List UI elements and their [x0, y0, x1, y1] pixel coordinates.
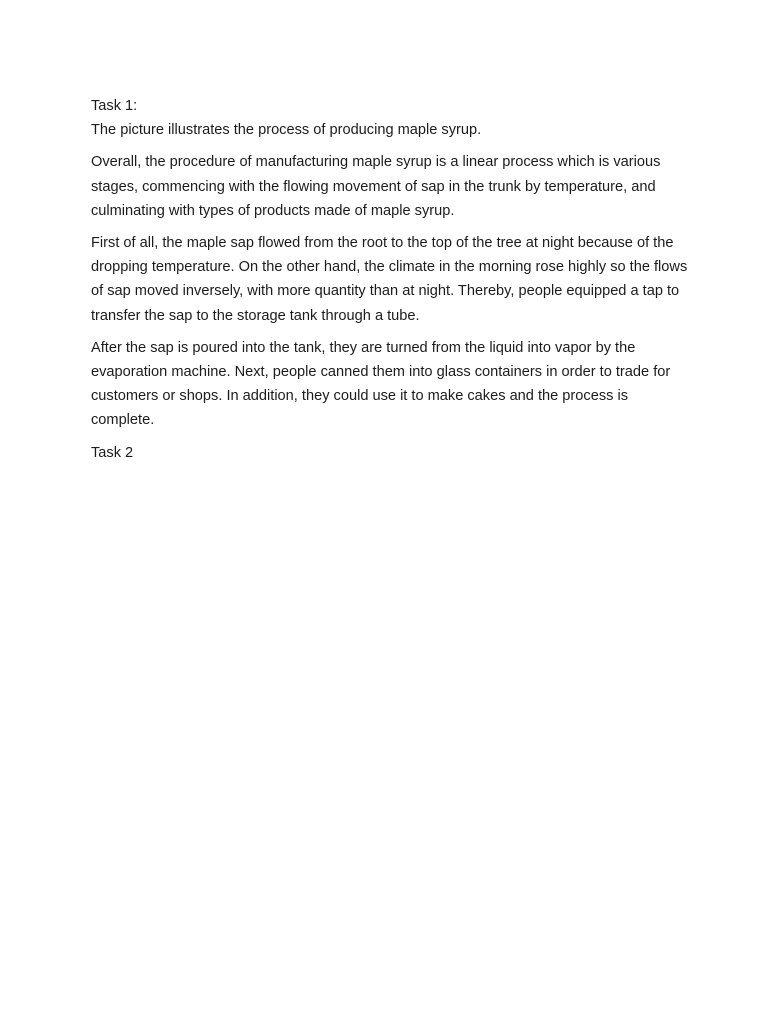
intro-sentence: The picture illustrates the process of producing maple syrup.: [91, 122, 482, 139]
task2-heading: Task 2: [91, 444, 134, 461]
later-stage-paragraph: After the sap is poured into the tank, they are turned from the liquid into vapor by the evaporation machine. Next, people canned them into glass containers in order to trade for customers or shops. In addition, they could use it to make cakes and the process is complete.: [91, 339, 671, 429]
task1-heading: Task 1:: [91, 98, 138, 114]
overview-paragraph: Overall, the procedure of manufacturing maple syrup is a linear process which is various stages, commencing with the flowing movement of sap in the trunk by temperature, and culminating with types of products made of maple syrup.: [91, 154, 661, 219]
first-stage-paragraph: First of all, the maple sap flowed from the root to the top of the tree at night because of the dropping temperature. On the other hand, the climate in the morning rose highly so the flows of sap moved inversely, with more quantity than at night. Thereby, people equipped a tap to transfer the sap to the storage tank through a tube.: [91, 235, 688, 324]
document-body: [91, 94, 691, 473]
